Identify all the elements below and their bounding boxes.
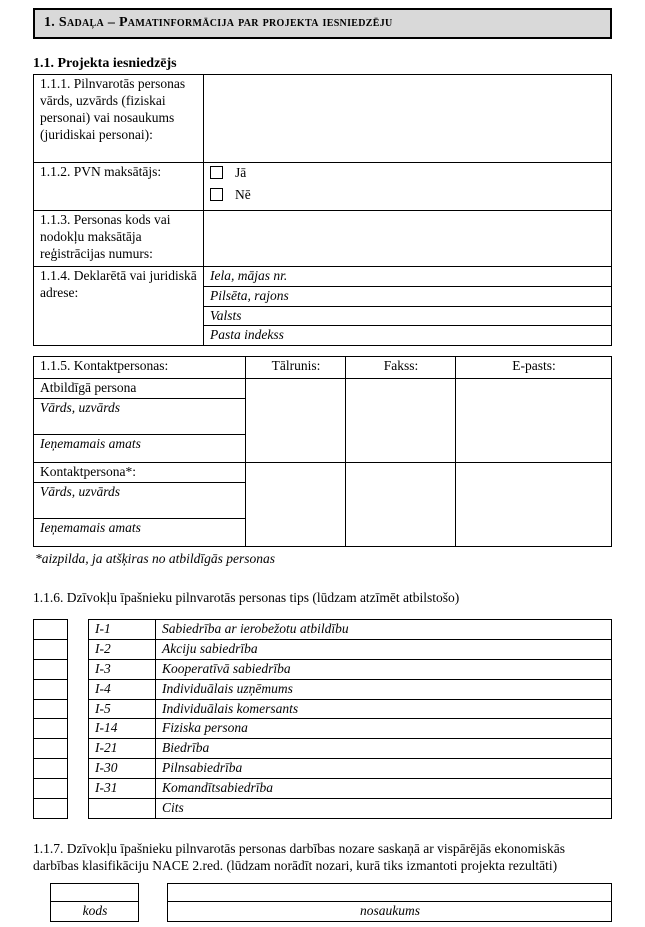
- types-table: [88, 619, 612, 819]
- responsible-fax-cell[interactable]: [346, 379, 456, 463]
- table-row: [34, 798, 68, 818]
- table-row: [34, 659, 68, 679]
- table-row: [34, 357, 612, 379]
- checkbox-ne-label: Nē: [235, 186, 251, 202]
- nace-code-label: kods: [51, 901, 139, 921]
- table-row: [34, 75, 612, 163]
- table-row: [34, 739, 68, 759]
- type-name: Sabiedrība ar ierobežotu atbildību: [156, 620, 612, 640]
- table-row: [89, 620, 612, 640]
- types-section: [33, 619, 612, 819]
- address-postcode-cell[interactable]: Pasta indekss: [204, 326, 612, 346]
- type-select-checkbox[interactable]: [34, 699, 68, 719]
- field-label-1-1-4: 1.1.4. Deklarētā vai juridiskā adrese:: [34, 266, 204, 346]
- type-name: Fiziska persona: [156, 719, 612, 739]
- contact-email-cell[interactable]: [456, 463, 612, 547]
- type-name: Individuālais uzņēmums: [156, 679, 612, 699]
- type-select-checkbox[interactable]: [34, 739, 68, 759]
- table-row: [89, 659, 612, 679]
- email-header: E-pasts:: [456, 357, 612, 379]
- nace-code-input[interactable]: [51, 883, 139, 901]
- phone-header: Tālrunis:: [246, 357, 346, 379]
- address-country-cell[interactable]: Valsts: [204, 306, 612, 326]
- type-code[interactable]: [89, 798, 156, 818]
- nace-name-label: nosaukums: [168, 901, 612, 921]
- type-select-checkbox[interactable]: [34, 798, 68, 818]
- field-label-1-1-1: 1.1.1. Pilnvarotās personas vārds, uzvārds (fiziskai personai) vai nosaukums (juridiskai personai):: [34, 75, 204, 163]
- table-row: [34, 679, 68, 699]
- responsible-phone-cell[interactable]: [246, 379, 346, 463]
- type-name: Cits: [156, 798, 612, 818]
- type-select-checkbox[interactable]: [34, 620, 68, 640]
- type-name: Pilnsabiedrība: [156, 759, 612, 779]
- table-row: [51, 883, 139, 901]
- type-code: I-31: [89, 779, 156, 799]
- type-name: Biedrība: [156, 739, 612, 759]
- table-row: [34, 759, 68, 779]
- table-row: [34, 266, 612, 286]
- nace-input-section: [33, 883, 612, 922]
- contact-position-cell[interactable]: Ieņemamais amats: [34, 519, 246, 547]
- section-1-1-7-title: 1.1.7. Dzīvokļu īpašnieku pilnvarotās personas darbības nozare saskaņā ar vispārējās ekonomiskās darbības klasifikāciju NACE 2.red. (lūdzam norādīt nozari, kurā tiks izmantoti projekta rezultāti): [33, 840, 565, 873]
- table-row: [51, 901, 139, 921]
- checkbox-ja-label: Jā: [235, 165, 247, 180]
- table-row: [89, 679, 612, 699]
- subsection-1-1-title: 1.1. Projekta iesniedzējs: [33, 55, 177, 71]
- contact-phone-cell[interactable]: [246, 463, 346, 547]
- table-row: [34, 620, 68, 640]
- field-options-1-1-2: [204, 163, 612, 211]
- table-row: [34, 210, 612, 266]
- checkbox-ne[interactable]: [210, 188, 223, 201]
- table-row: [89, 699, 612, 719]
- table-row: [34, 699, 68, 719]
- table-row: [34, 719, 68, 739]
- field-label-1-1-2: 1.1.2. PVN maksātājs:: [34, 163, 204, 211]
- nace-code-table: [50, 883, 139, 922]
- field-label-1-1-3: 1.1.3. Personas kods vai nodokļu maksātāja reģistrācijas numurs:: [34, 210, 204, 266]
- contacts-header-label: 1.1.5. Kontaktpersonas:: [34, 357, 246, 379]
- type-name: Kooperatīvā sabiedrība: [156, 659, 612, 679]
- table-row: [34, 379, 612, 399]
- type-select-checkbox[interactable]: [34, 759, 68, 779]
- option-yes-row: [210, 165, 606, 182]
- type-select-checkbox[interactable]: [34, 679, 68, 699]
- section-header: [33, 8, 612, 39]
- type-select-checkbox[interactable]: [34, 639, 68, 659]
- section-1-1-6-title: 1.1.6. Dzīvokļu īpašnieku pilnvarotās personas tips (lūdzam atzīmēt atbilstošo): [33, 590, 460, 606]
- type-checkbox-column: [33, 619, 68, 819]
- contacts-footnote: *aizpilda, ja atšķiras no atbildīgās personas: [35, 551, 276, 567]
- field-input-1-1-1[interactable]: [204, 75, 612, 163]
- address-street-cell[interactable]: Iela, mājas nr.: [204, 266, 612, 286]
- type-name: Komandītsabiedrība: [156, 779, 612, 799]
- type-code: I-3: [89, 659, 156, 679]
- nace-name-input[interactable]: [168, 883, 612, 901]
- type-code: I-4: [89, 679, 156, 699]
- table-row: [34, 463, 612, 483]
- type-select-checkbox[interactable]: [34, 779, 68, 799]
- table-row: [89, 798, 612, 818]
- table-row: [89, 759, 612, 779]
- checkbox-ja[interactable]: [210, 166, 223, 179]
- type-code: I-5: [89, 699, 156, 719]
- type-code: I-2: [89, 639, 156, 659]
- table-row: [34, 779, 68, 799]
- field-input-1-1-3[interactable]: [204, 210, 612, 266]
- contacts-table: [33, 356, 612, 547]
- responsible-email-cell[interactable]: [456, 379, 612, 463]
- type-code: I-21: [89, 739, 156, 759]
- type-select-checkbox[interactable]: [34, 719, 68, 739]
- responsible-position-cell[interactable]: Ieņemamais amats: [34, 435, 246, 463]
- contact-name-cell[interactable]: Vārds, uzvārds: [34, 483, 246, 519]
- table-row: [34, 163, 612, 211]
- table-row: [89, 719, 612, 739]
- option-no-row: [210, 187, 606, 204]
- type-code: I-30: [89, 759, 156, 779]
- type-name: Akciju sabiedrība: [156, 639, 612, 659]
- table-row: [34, 639, 68, 659]
- contact-fax-cell[interactable]: [346, 463, 456, 547]
- section-header-text: 1. Sadaļa – Pamatinformācija par projekta iesniedzēju: [44, 15, 393, 30]
- table-row: [168, 901, 612, 921]
- address-city-cell[interactable]: Pilsēta, rajons: [204, 286, 612, 306]
- table-row: [89, 639, 612, 659]
- type-name: Individuālais komersants: [156, 699, 612, 719]
- applicant-table: [33, 74, 612, 346]
- type-code: I-14: [89, 719, 156, 739]
- fax-header: Fakss:: [346, 357, 456, 379]
- type-select-checkbox[interactable]: [34, 659, 68, 679]
- table-row: [89, 779, 612, 799]
- responsible-person-label: Atbildīgā persona: [34, 379, 246, 399]
- nace-name-table: [167, 883, 612, 922]
- type-code: I-1: [89, 620, 156, 640]
- contact-person-label: Kontaktpersona*:: [34, 463, 246, 483]
- table-row: [168, 883, 612, 901]
- responsible-name-cell[interactable]: Vārds, uzvārds: [34, 399, 246, 435]
- table-row: [89, 739, 612, 759]
